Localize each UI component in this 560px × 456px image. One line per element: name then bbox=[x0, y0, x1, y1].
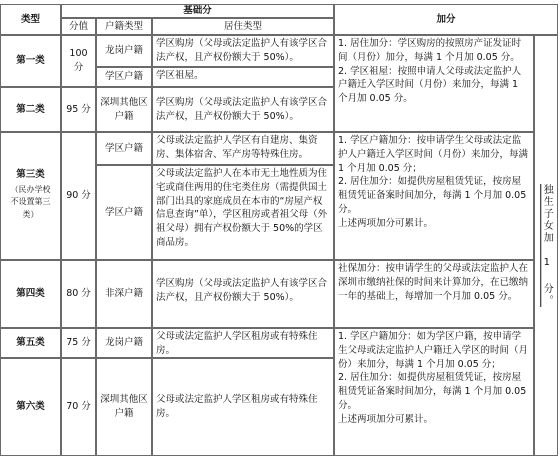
bonus-group3-text: 社保加分：按申请学生的父母或法定监护人在深圳市缴纳社保的时间来计算加分，在已缴纳一年的基础上，每增加一个月加 0.05 分。 bbox=[338, 263, 529, 302]
row1-residence bbox=[152, 35, 334, 67]
row1b-hukou bbox=[96, 67, 152, 87]
row5-category bbox=[0, 328, 61, 358]
row2-hukou-text: 深圳其他区户籍 bbox=[100, 96, 148, 122]
row5-score bbox=[61, 328, 96, 358]
row2-score bbox=[61, 87, 96, 132]
row2-hukou bbox=[96, 87, 152, 132]
row1-hukou-text: 龙岗户籍 bbox=[104, 45, 143, 57]
row3-hukou bbox=[96, 132, 152, 165]
row4-category bbox=[0, 260, 61, 328]
row4-score-text: 80 分 bbox=[66, 288, 91, 300]
row2-score-text: 95 分 bbox=[66, 103, 91, 115]
header-score-value-text: 分值 bbox=[68, 20, 88, 32]
row3b-hukou-text: 学区户籍 bbox=[104, 206, 143, 218]
header-hukou-type-text: 户籍类型 bbox=[104, 20, 143, 32]
row3-residence bbox=[152, 132, 334, 165]
row1-hukou bbox=[96, 35, 152, 67]
row6-hukou bbox=[96, 358, 152, 456]
row6-residence bbox=[152, 358, 334, 456]
row2-category-text: 第二类 bbox=[16, 103, 45, 115]
row3-residence-text: 父母或法定监护人学区有自建房、集资房、集体宿舍、军产房等特殊住房。 bbox=[156, 135, 318, 160]
bonus-group4-text: 1. 学区户籍加分：如为学区户籍，按申请学生父母或法定监护人户籍迁入学区的时间（月份）来加分，每满 1 个月加 0.05 分； 2. 居住加分：如提供房屋租赁凭证，按房屋租赁凭证备案时间加分，每满 1 个月加 0.05 分。 上述两项加分可累计。 bbox=[338, 331, 529, 425]
row3-category-note: （民办学校不设置第三类） bbox=[10, 184, 51, 220]
row5-hukou-text: 龙岗户籍 bbox=[104, 337, 143, 349]
row1-score bbox=[61, 35, 96, 87]
row3b-residence-text: 父母或法定监护人在本市无土地性质为住宅或商住两用的住宅类住房（需提供国土部门出具的家庭成员在本市的“房屋产权信息查询”单），学区租房或者祖父母（外祖父母）拥有产权份额大于 50%的学区商品房。 bbox=[156, 168, 328, 248]
header-bonus bbox=[334, 4, 558, 35]
row6-residence-text: 父母或法定监护人学区租房或有特殊住房。 bbox=[156, 394, 318, 419]
row2-category bbox=[0, 87, 61, 132]
row6-score-text: 70 分 bbox=[66, 401, 91, 413]
row4-hukou-text: 非深户籍 bbox=[104, 288, 143, 300]
row3-score-text: 90 分 bbox=[66, 190, 91, 202]
row4-residence-text: 学区购房（父母或法定监护人有该学区合法产权，且产权份额大于 50%）。 bbox=[156, 278, 328, 303]
header-category bbox=[0, 4, 61, 35]
row6-hukou-text: 深圳其他区户籍 bbox=[100, 394, 148, 419]
header-score-value bbox=[61, 18, 96, 35]
row4-hukou bbox=[96, 260, 152, 328]
bonus-group1 bbox=[334, 35, 534, 132]
row2-residence-text: 学区购房（父母或法定监护人有该学区合法产权，且产权份额大于 50%）。 bbox=[156, 97, 328, 122]
row4-category-text: 第四类 bbox=[16, 288, 45, 300]
row3-hukou-text: 学区户籍 bbox=[104, 142, 143, 154]
row3b-residence bbox=[152, 165, 334, 260]
row1-category bbox=[0, 35, 61, 87]
bonus-group2-text: 1. 学区户籍加分：按申请学生父母或法定监护人户籍迁入学区时间（月份）来加分，每满 1 个月加 0.05 分； 2. 居住加分：如提供房屋租赁凭证，按房屋租赁凭证备案时间加分，每满 1 个月加 0.05 分。 上述两项加分可累计。 bbox=[338, 135, 529, 229]
row5-residence bbox=[152, 328, 334, 358]
row1b-residence bbox=[152, 67, 334, 87]
row6-category-text: 第六类 bbox=[16, 401, 45, 413]
bonus-group3 bbox=[334, 260, 534, 328]
header-hukou-type bbox=[96, 18, 152, 35]
row4-residence bbox=[152, 260, 334, 328]
row1-score-text: 100 分 bbox=[69, 48, 88, 73]
row6-category bbox=[0, 358, 61, 456]
row6-score bbox=[61, 358, 96, 456]
row5-score-text: 75 分 bbox=[66, 337, 91, 349]
header-residence-type-text: 居住类型 bbox=[223, 20, 262, 32]
single-child-bonus-text: 独生子女加 1 分。 bbox=[541, 184, 553, 307]
single-child-bonus-note bbox=[534, 35, 558, 456]
header-bonus-text: 加分 bbox=[436, 13, 456, 25]
header-base-score bbox=[61, 4, 334, 18]
header-base-score-text: 基础分 bbox=[183, 5, 212, 17]
row1-residence-text: 学区购房（父母或法定监护人有该学区合法产权，且产权份额大于 50%）。 bbox=[156, 38, 328, 63]
row4-score bbox=[61, 260, 96, 328]
row3-category bbox=[0, 132, 61, 260]
row2-residence bbox=[152, 87, 334, 132]
bonus-group4 bbox=[334, 328, 534, 456]
row1-category-text: 第一类 bbox=[16, 55, 45, 67]
row5-residence-text: 父母或法定监护人学区租房或有特殊住房。 bbox=[156, 331, 318, 356]
row1b-hukou-text: 学区户籍 bbox=[104, 71, 143, 83]
bonus-group2 bbox=[334, 132, 534, 260]
row3b-hukou bbox=[96, 165, 152, 260]
row5-category-text: 第五类 bbox=[16, 337, 45, 349]
row1b-residence-text: 学区祖屋。 bbox=[156, 70, 204, 81]
bonus-group1-text: 1. 居住加分：学区购房的按照房产证发证时间（月份）加分，每满 1 个月加 0.05 分。 2. 学区祖屋：按照申请人父母或法定监护人户籍迁入学区时间（月份）来加分，每满 1 个月加 0.05 分。 bbox=[338, 38, 522, 105]
row3-category-text: 第三类 bbox=[16, 168, 45, 180]
header-residence-type bbox=[152, 18, 334, 35]
header-category-text: 类型 bbox=[20, 13, 40, 25]
row3-score bbox=[61, 132, 96, 260]
row5-hukou bbox=[96, 328, 152, 358]
